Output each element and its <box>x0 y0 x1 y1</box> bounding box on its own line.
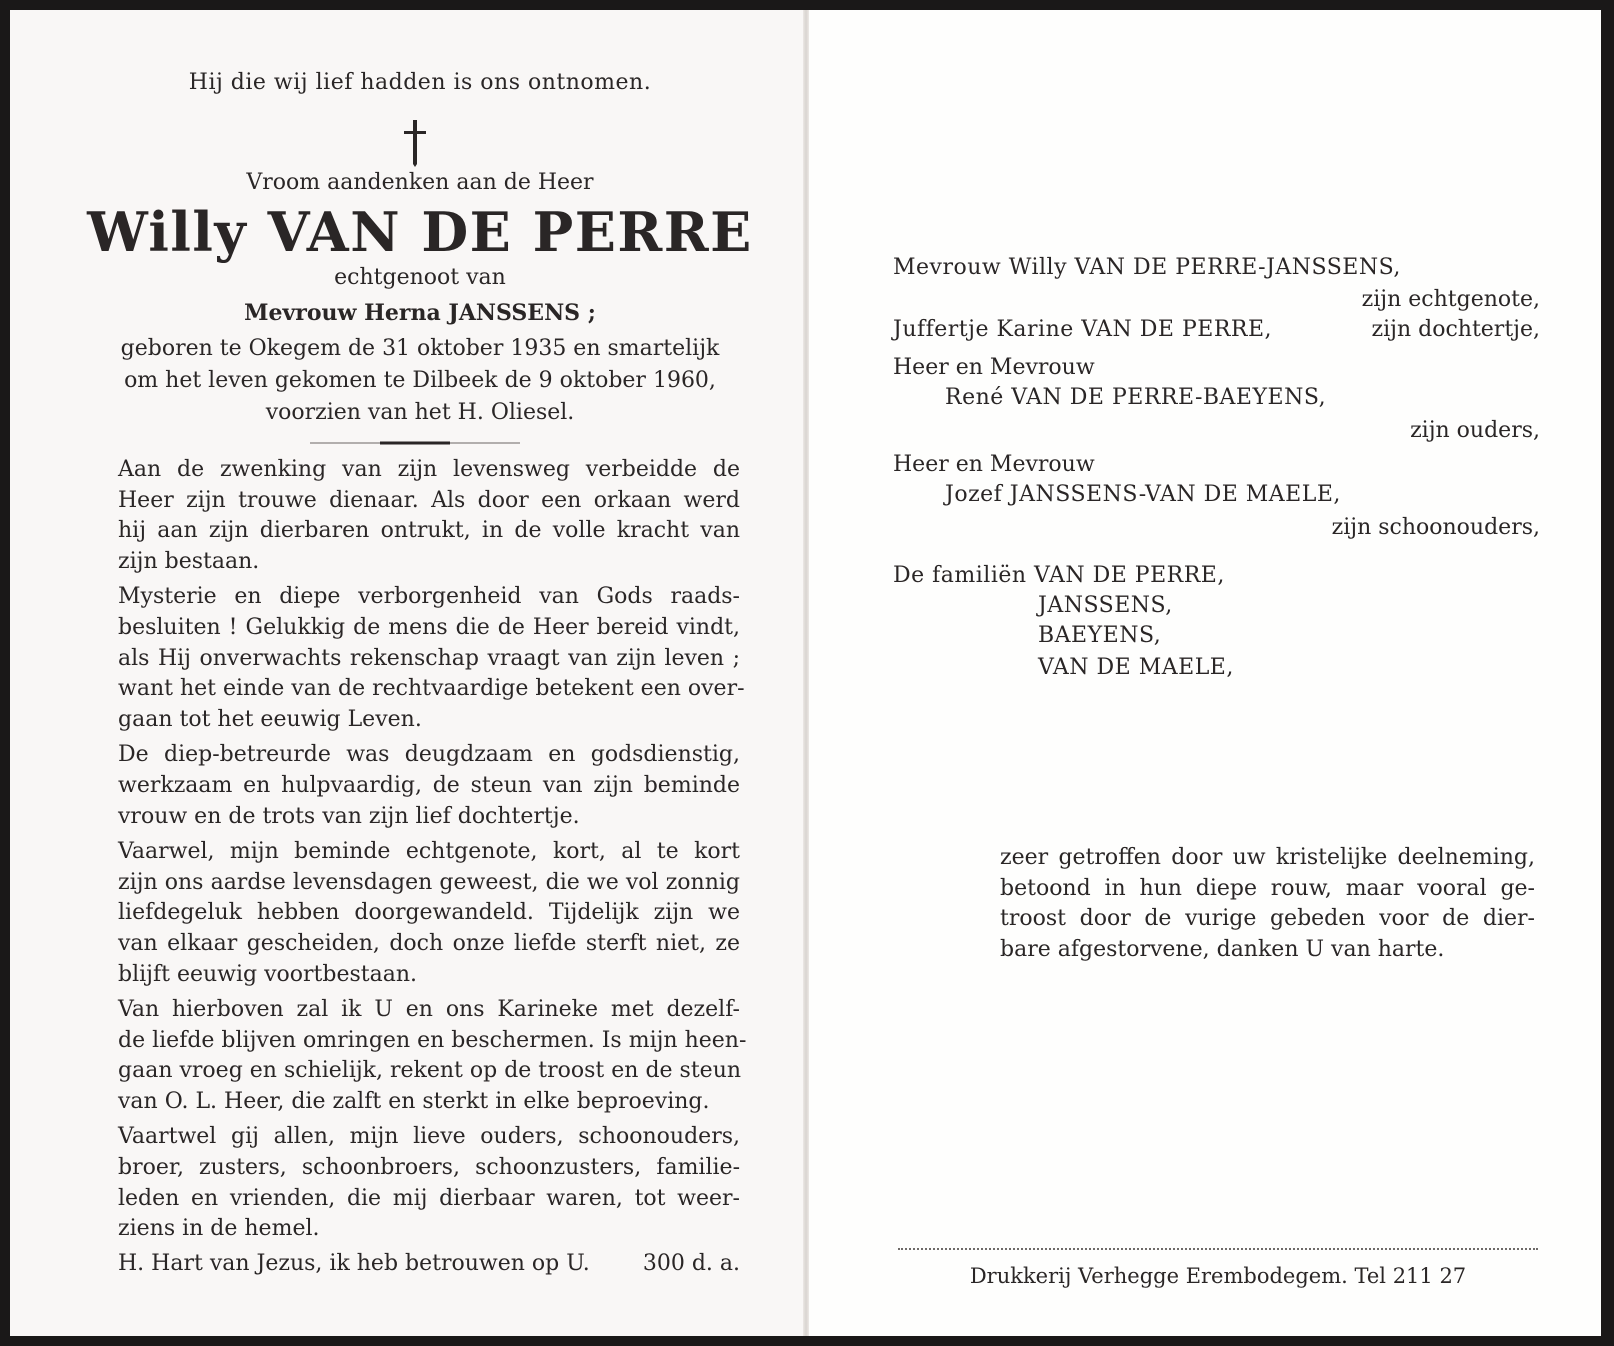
cross-icon <box>395 118 435 168</box>
text-line: Vaartwel gij allen, mijn lieve ouders, schoonouders, <box>118 1124 740 1150</box>
birth-line: geboren te Okegem de 31 oktober 1935 en smartelijk <box>120 336 720 361</box>
fold-line <box>803 10 809 1336</box>
text-line: Heer zijn trouwe dienaar. Als door een orkaan werd <box>118 487 740 513</box>
text-line: zeer getroffen door uw kristelijke deelneming, <box>1000 845 1535 870</box>
text-line: gaan vroeg en schielijk, rekent op de troost en de steun <box>118 1058 742 1084</box>
text-line: besluiten ! Gelukkig de mens die de Heer bereid vindt, <box>118 614 740 640</box>
daughter-name: Juffertje Karine VAN DE PERRE, <box>893 317 1273 342</box>
paragraph <box>118 740 740 832</box>
text-line: Mysterie en diepe verborgenheid van Gods raads- <box>118 584 740 610</box>
printer-credit: Drukkerij Verhegge Erembodegem. Tel 211 27 <box>969 1264 1467 1288</box>
text-line: Vaarwel, mijn beminde echtgenote, kort, al te kort <box>118 839 740 865</box>
spouse-name: Mevrouw Herna JANSSENS ; <box>244 300 596 326</box>
text-line: want het einde van de rechtvaardige betekent een over- <box>118 676 745 702</box>
text-line: werkzaam en hulpvaardig, de steun van zijn beminde <box>118 772 740 798</box>
border-top <box>0 0 1614 10</box>
text-line: hij aan zijn dierbaren ontrukt, in de volle kracht van <box>118 518 740 544</box>
border-right <box>1601 0 1614 1346</box>
text-line: broer, zusters, schoonbroers, schoonzusters, familie- <box>118 1155 740 1181</box>
text-line: de liefde blijven omringen en beschermen. Is mijn heen- <box>118 1027 747 1053</box>
sacrament-line: voorzien van het H. Oliesel. <box>265 400 575 425</box>
family-name: JANSSENS, <box>1038 593 1173 618</box>
text-line: zijn bestaan. <box>118 548 260 574</box>
remembrance-line: Vroom aandenken aan de Heer <box>246 170 594 195</box>
motto: Hij die wij lief hadden is ons ontnomen. <box>188 70 652 95</box>
text-line: bare afgestorvene, danken U van harte. <box>1000 936 1445 962</box>
wife-name: Mevrouw Willy VAN DE PERRE-JANSSENS, <box>893 255 1401 280</box>
thanks-message <box>1000 843 1535 965</box>
text-line: van O. L. Heer, die zalft en sterkt in elke beproeving. <box>118 1088 710 1114</box>
prayer-text: H. Hart van Jezus, ik heb betrouwen op U. <box>118 1251 590 1276</box>
text-line: betoond in hun diepe rouw, maar vooral ge- <box>1000 875 1535 901</box>
text-line: ziens in de hemel. <box>118 1216 320 1242</box>
text-line: blijft eeuwig voortbestaan. <box>118 961 418 987</box>
family-name: VAN DE MAELE, <box>1038 655 1234 680</box>
parents-role: zijn ouders, <box>1410 418 1540 443</box>
inlaws-name: Jozef JANSSENS-VAN DE MAELE, <box>945 482 1341 507</box>
paragraph <box>118 995 747 1117</box>
paragraph <box>118 1122 740 1244</box>
border-bottom <box>0 1336 1614 1346</box>
text-line: De diep-betreurde was deugdzaam en godsdienstig, <box>118 742 740 768</box>
family-name: BAEYENS, <box>1038 623 1162 648</box>
text-line: leden en vrienden, die mij dierbaar waren, tot weer- <box>118 1185 740 1211</box>
text-line: gaan tot het eeuwig Leven. <box>118 706 422 732</box>
indulgence-note: 300 d. a. <box>642 1251 740 1276</box>
daughter-role: zijn dochtertje, <box>1371 317 1540 342</box>
deceased-name: Willy VAN DE PERRE <box>87 200 753 264</box>
death-line: om het leven gekomen te Dilbeek de 9 oktober 1960, <box>124 368 716 393</box>
ornamental-divider <box>310 441 520 445</box>
text-line: vrouw en de trots van zijn lief dochtertje. <box>118 803 580 829</box>
text-line: zijn ons aardse levensdagen geweest, die we vol zonnig <box>118 869 740 895</box>
text-line: Van hierboven zal ik U en ons Karineke met dezelf- <box>118 997 740 1023</box>
text-line: liefdegeluk hebben doorgewandeld. Tijdelijk zijn we <box>118 900 740 926</box>
parents-name: René VAN DE PERRE-BAEYENS, <box>945 385 1327 410</box>
dotted-rule <box>898 1248 1538 1252</box>
parents-title: Heer en Mevrouw <box>893 355 1095 380</box>
inlaws-title: Heer en Mevrouw <box>893 452 1095 477</box>
text-line: van elkaar gescheiden, doch onze liefde sterft niet, ze <box>118 930 740 956</box>
inlaws-role: zijn schoonouders, <box>1331 515 1540 540</box>
text-line: als Hij onverwachts rekenschap vraagt van zijn leven ; <box>118 645 740 671</box>
border-left <box>0 0 10 1346</box>
wife-role: zijn echtgenote, <box>1361 287 1540 312</box>
paragraph <box>118 837 740 990</box>
obituary-body <box>118 455 747 1250</box>
text-line: troost door de vurige gebeden voor de dier- <box>1000 906 1535 932</box>
paragraph <box>118 455 740 577</box>
paragraph <box>118 582 745 735</box>
families-intro: De familiën VAN DE PERRE, <box>893 563 1225 588</box>
spouse-of-label: echtgenoot van <box>334 265 506 290</box>
text-line: Aan de zwenking van zijn levensweg verbeidde de <box>118 457 740 482</box>
